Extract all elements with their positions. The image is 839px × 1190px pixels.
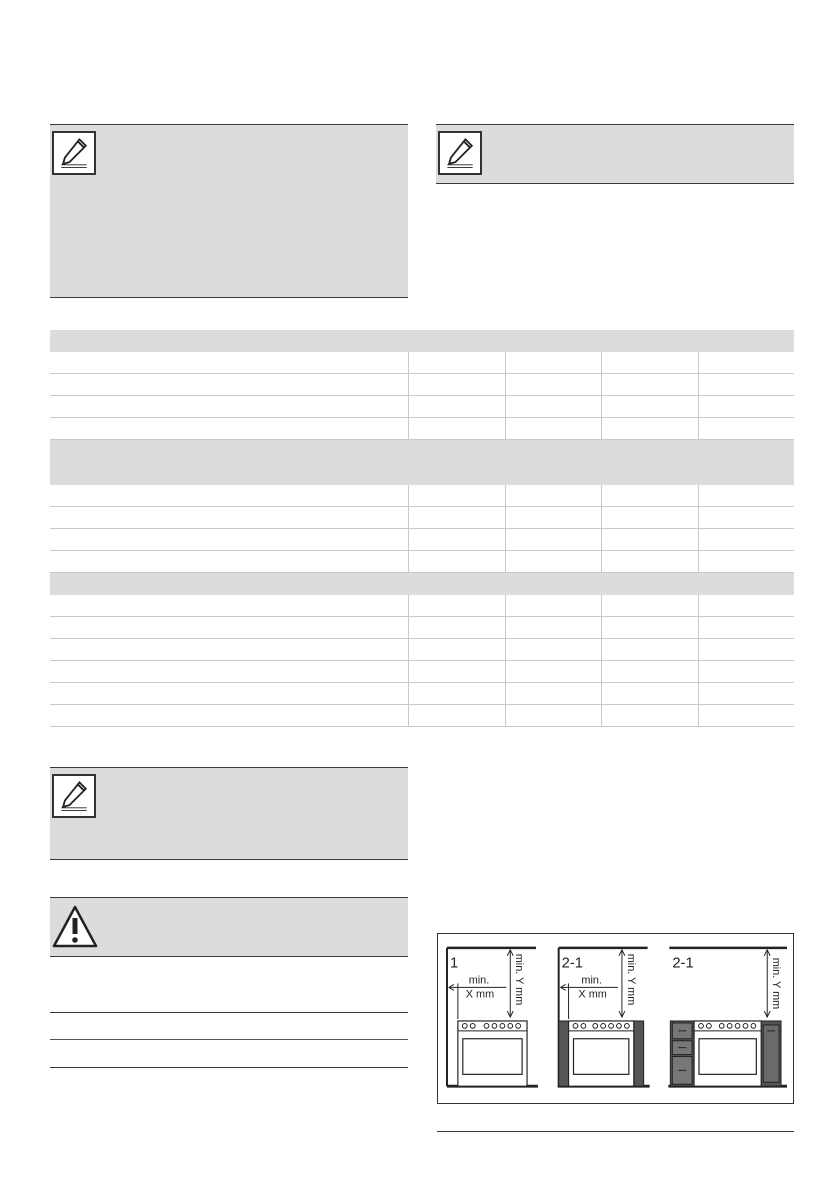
table-row <box>50 683 794 705</box>
table-row <box>50 485 794 507</box>
panel-label: 2-1 <box>561 955 584 972</box>
note-box-top-left <box>50 124 408 298</box>
diagram-panel-3 <box>668 948 787 1086</box>
table-row <box>50 705 794 727</box>
divider-line <box>50 1039 408 1040</box>
table-row <box>50 639 794 661</box>
table-row <box>50 661 794 683</box>
table-row <box>50 551 794 573</box>
table-row <box>50 507 794 529</box>
table-row <box>50 418 794 440</box>
table-section-header <box>50 440 794 486</box>
table-row <box>50 374 794 396</box>
y-dimension-label: min. Y mm <box>770 957 783 1010</box>
min-label: min. <box>468 974 490 987</box>
y-dimension-label: min. Y mm <box>624 953 637 1006</box>
min-label: min. <box>581 974 602 987</box>
clearance-diagram <box>437 933 794 1104</box>
note-pencil-icon <box>52 131 96 175</box>
table-section-header <box>50 573 794 596</box>
y-dimension-label: min. Y mm <box>513 953 526 1006</box>
divider-line <box>437 1131 794 1132</box>
panel-label: 2-1 <box>672 955 694 972</box>
diagram-panel-2 <box>558 948 650 1086</box>
table-row <box>50 529 794 551</box>
table-row <box>50 396 794 418</box>
warning-box <box>50 897 408 957</box>
warning-triangle-icon <box>52 904 98 948</box>
table-row <box>50 617 794 639</box>
table-section-header <box>50 330 794 352</box>
note-pencil-icon <box>52 774 96 818</box>
panel-label: 1 <box>449 955 459 972</box>
diagram-panel-1 <box>447 948 538 1086</box>
note-box-top-right <box>436 124 794 184</box>
note-box-bottom-left <box>50 767 408 860</box>
spec-table <box>50 330 794 727</box>
table-row <box>50 352 794 374</box>
x-dimension-label: X mm <box>578 988 607 1001</box>
note-pencil-icon <box>438 131 482 175</box>
table-row <box>50 595 794 617</box>
x-dimension-label: X mm <box>465 988 495 1001</box>
divider-line <box>50 1067 408 1068</box>
divider-line <box>50 1012 408 1013</box>
